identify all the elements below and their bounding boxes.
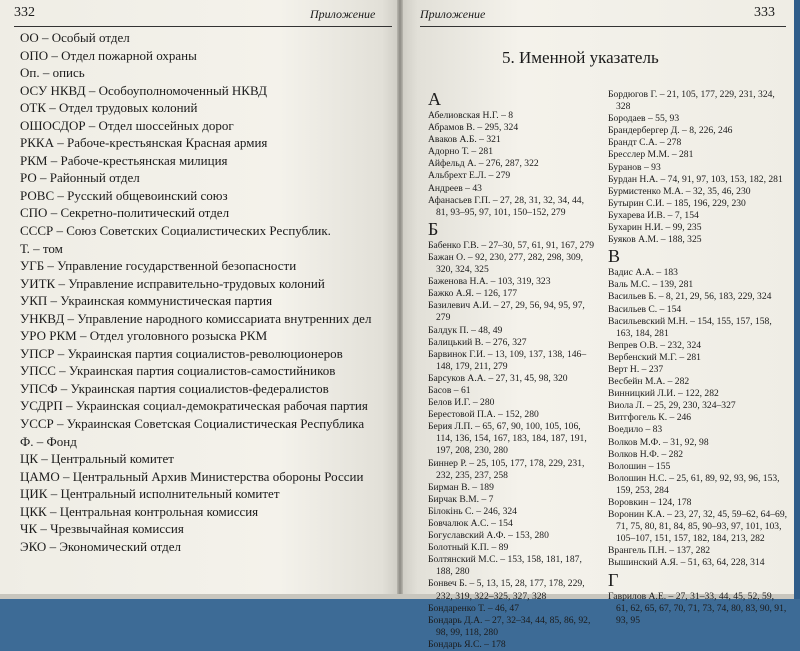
index-entry: Бовчалюк А.С. – 154 [428,518,513,529]
index-entry: Базилевич А.И. – 27, 29, 56, 94, 95, 97, 279 [428,300,585,324]
index-entry: Бирман В. – 189 [428,481,494,493]
abbreviation-item: ЦИК – Центральный исполнительный комитет [20,486,280,502]
right-header-rule [420,26,786,27]
abbreviation-item: ЧК – Чрезвычайная комиссия [20,521,184,537]
abbreviation-item: УНКВД – Управление народного комиссариата внутренних дел [20,310,372,326]
abbreviation-item: РО – Районный отдел [20,170,140,186]
index-entry: Волков М.Ф. – 31, 92, 98 [608,436,709,448]
index-entry: Богуславский А.Ф. – 153, 280 [428,530,549,542]
abbreviation-item: Оп. – опись [20,65,85,81]
index-title: 5. Именной указатель [502,48,659,67]
index-entry: Бирчак В.М. – 7 [428,493,494,505]
index-entry: Врангель П.Н. – 137, 282 [608,545,711,557]
left-running-head: Приложение [310,7,376,21]
abbreviation-item: УСДРП – Украинская социал-демократическая рабочая партия [20,398,368,414]
index-entry: Белов И.Г. – 280 [428,397,495,409]
index-entry: Болотный К.П. – 89 [428,542,509,554]
abbreviation-item: ОСУ НКВД – Особоуполномоченный НКВД [20,82,268,98]
index-entry: Воедило – 83 [608,424,663,436]
index-entry: Валь М.С. – 139, 281 [608,279,694,291]
index-entry: Васильев С. – 154 [608,303,682,315]
abbreviation-item: РОВС – Русский общевоинский союз [20,187,228,203]
index-entry: Абелиовская Н.Г. – 8 [428,110,514,121]
index-entry: Білокінь С. – 246, 324 [428,505,517,517]
abbreviation-item: УРО РКМ – Отдел уголовного розыска РКМ [20,328,268,344]
index-entry: Баженова Н.А. – 103, 319, 323 [428,276,551,288]
index-entry: Витгфогель К. – 246 [608,412,692,424]
index-entry: Бухарин Н.И. – 99, 235 [608,222,702,234]
index-entry: Буяков А.М. – 188, 325 [608,234,702,246]
index-entry: Вепрев О.В. – 232, 324 [608,339,702,351]
index-letter-heading: Б [428,218,439,239]
abbreviation-item: ЦАМО – Центральный Архив Министерства обороны России [20,468,364,484]
index-entry: Бресслер М.М. – 281 [608,149,694,161]
abbreviation-item: УКП – Украинская коммунистическая партия [20,293,273,309]
index-entry: Верт Н. – 237 [608,363,664,375]
index-entry: Вербенский М.Г. – 281 [608,351,701,363]
book-spine [397,0,403,596]
index-entry: Бабенко Г.В. – 27–30, 57, 61, 91, 167, 279 [428,239,595,251]
index-entry: Андреев – 43 [428,182,482,194]
index-entry: Волошин – 155 [608,460,671,472]
index-entry: Берия Л.П. – 65, 67, 90, 100, 105, 106, 114, 136, 154, 167, 183, 184, 187, 191, 197, 208, 230, 280 [428,421,587,457]
abbreviation-item: ЭКО – Экономический отдел [20,538,182,554]
index-entry: Бондарь Я.С. – 178 [428,638,506,650]
index-entry: Виола Л. – 25, 29, 230, 324–327 [608,400,736,412]
abbreviation-item: УПСС – Украинская партия социалистов-самостийников [20,363,336,379]
index-entry: Воровкин – 124, 178 [608,497,692,508]
index-entry: Брандт С.А. – 278 [608,137,682,149]
index-entry: Бордюгов Г. – 21, 105, 177, 229, 231, 324, 328 [608,89,775,113]
index-entry: Волошин Н.С. – 25, 61, 89, 92, 93, 96, 153, 159, 253, 284 [608,472,780,496]
index-entry: Бажан О. – 92, 230, 277, 282, 298, 309, 320, 324, 325 [428,251,584,276]
abbreviation-item: СССР – Союз Советских Социалистических Республик. [20,223,331,239]
left-page-number: 332 [14,5,35,20]
abbreviation-item: Ф. – Фонд [20,433,77,449]
abbreviation-item: РКМ – Рабоче-крестьянская милиция [20,152,228,168]
index-column-right [608,89,788,627]
index-entry: Барвинок Г.И. – 13, 109, 137, 138, 146–148, 179, 211, 279 [428,348,587,372]
index-entry: Волков Н.Ф. – 282 [608,448,684,460]
index-letter-heading: В [608,246,621,267]
index-entry: Бутырин С.И. – 185, 196, 229, 230 [608,197,746,209]
index-entry: Адорно Т. – 281 [428,146,494,158]
index-entry: Болтянский М.С. – 153, 158, 181, 187, 188, 280 [428,554,582,578]
index-entry: Весбейн М.А. – 282 [608,376,690,388]
right-page-number: 333 [754,5,775,20]
index-entry: Васильевский М.Н. – 154, 155, 157, 158, 163, 184, 281 [608,315,772,339]
index-entry: Берестовой П.А. – 152, 280 [428,409,539,421]
index-entry: Васильев Б. – 8, 21, 29, 56, 183, 229, 324 [608,291,772,303]
abbreviation-item: ОШОСДОР – Отдел шоссейных дорог [20,117,234,133]
abbreviation-item: РККА – Рабоче-крестьянская Красная армия [20,135,268,151]
index-entry: Бородаев – 55, 93 [608,113,680,125]
index-letter-heading: А [428,89,441,109]
abbreviation-item: УГБ – Управление государственной безопасности [20,258,297,274]
index-entry: Вадис А.А. – 183 [608,267,678,279]
index-entry: Аваков А.Б. – 321 [428,134,501,146]
index-entry: Бурдан Н.А. – 74, 91, 97, 103, 153, 182, 281 [608,173,783,185]
index-entry: Басов – 61 [428,384,471,396]
index-entry: Айфельд А. – 276, 287, 322 [428,158,539,170]
index-entry: Балицький В. – 276, 327 [428,336,527,348]
index-entry: Буранов – 93 [608,161,661,173]
index-entry: Барсуков А.А. – 27, 31, 45, 98, 320 [428,372,568,384]
abbreviation-item: УИТК – Управление исправительно-трудовых колоний [20,275,325,291]
abbreviation-item: УССР – Украинская Советская Социалистическая Республика [20,416,365,432]
index-entry: Бондарь Д.А. – 27, 32–34, 44, 85, 86, 92, 98, 99, 118, 280 [428,614,591,638]
abbreviation-item: УПСФ – Украинская партия социалистов-федералистов [20,380,329,396]
index-entry: Бонвеч Б. – 5, 13, 15, 28, 177, 178, 229, 232, 319, 322–325, 327, 328 [428,578,585,602]
index-entry: Бондаренко Т. – 46, 47 [428,602,520,614]
index-column-left [428,89,598,651]
abbreviation-item: ОТК – Отдел трудовых колоний [20,100,198,116]
index-entry: Гаврилов А.Е. – 27, 31–33, 44, 45, 52, 59, 61, 62, 65, 67, 70, 71, 73, 74, 80, 83, 90, 91, 93, 95 [608,590,787,626]
index-entry: Альбрехт Е.Л. – 279 [428,170,511,182]
index-entry: Бухарева И.В. – 7, 154 [608,209,699,221]
right-running-head: Приложение [420,7,486,21]
left-header-rule [14,26,392,27]
index-entry: Бурмистенко М.А. – 32, 35, 46, 230 [608,185,751,197]
index-entry: Брандербергер Д. – 8, 226, 246 [608,125,733,137]
abbreviation-item: УПСР – Украинская партия социалистов-революционеров [20,345,343,361]
index-entry: Биннер Р. – 25, 105, 177, 178, 229, 231, 232, 235, 237, 258 [428,457,585,481]
abbreviation-item: ОО – Особый отдел [20,30,130,45]
abbreviation-item: СПО – Секретно-политический отдел [20,205,230,221]
index-letter-heading: Г [608,569,619,590]
abbreviation-item: ЦКК – Центральная контрольная комиссия [20,503,259,519]
abbreviation-list [20,29,392,555]
index-entry: Воронин К.А. – 23, 27, 32, 45, 59–62, 64–69, 71, 75, 80, 81, 84, 85, 90–93, 97, 101, 103, 105–107, 151, 157, 182, 184, 213, 282 [608,509,788,545]
index-entry: Афанасьев Г.П. – 27, 28, 31, 32, 34, 44, 81, 93–95, 97, 101, 150–152, 279 [428,194,584,218]
abbreviation-item: Т. – том [20,240,63,256]
abbreviation-item: ОПО – Отдел пожарной охраны [20,47,197,63]
abbreviation-item: ЦК – Центральный комитет [20,451,174,467]
index-entry: Винницкий Л.И. – 122, 282 [608,388,719,400]
index-entry: Вышинский А.Я. – 51, 63, 64, 228, 314 [608,557,765,569]
index-entry: Абрамов В. – 295, 324 [428,122,519,134]
index-entry: Балдук П. – 48, 49 [428,324,503,336]
index-entry: Бажко А.Я. – 126, 177 [428,288,518,300]
